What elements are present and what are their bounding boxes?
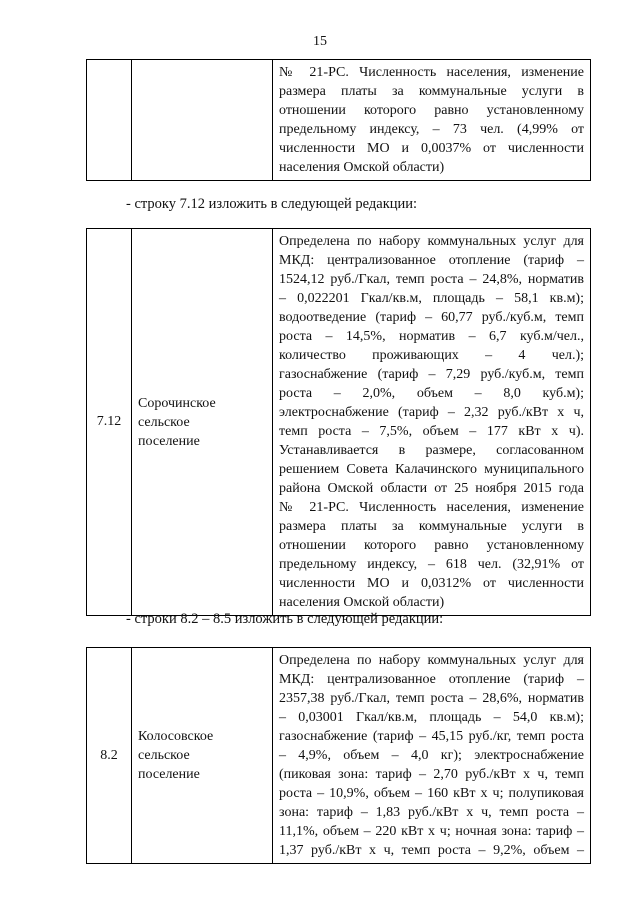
settlement-name-cell <box>132 60 273 181</box>
settlement-name-line: Сорочинское <box>138 395 216 411</box>
settlement-name-line: поселение <box>138 767 200 782</box>
description-line: водоотведение (тариф – 60,77 руб./куб.м, темп <box>279 310 584 325</box>
description-line: размера платы за коммунальные услуги в <box>279 84 584 99</box>
description-line: (пиковая зона: тариф – 2,70 руб./кВт х ч, темп <box>279 767 584 782</box>
description-line: зона: тариф – 1,83 руб./кВт х ч, темп роста – <box>279 805 584 820</box>
settlement-name-line: сельское <box>138 414 190 430</box>
description-line: предельному индексу, – 618 чел. (32,91% от <box>279 557 584 572</box>
description-line: темп роста – 7,5%, объем – 177 кВт х ч). <box>279 424 584 439</box>
description-cell <box>273 229 591 616</box>
description-line: газоснабжение (тариф – 7,29 руб./куб.м, темп <box>279 367 584 382</box>
description-line: 11,1%, объем – 220 кВт х ч; ночная зона: тариф – <box>279 824 584 839</box>
description-line: района Омской области от 25 ноября 2015 года <box>279 481 584 496</box>
row-number-cell: 7.12 <box>87 229 132 616</box>
description-line: размера платы за коммунальные услуги в <box>279 519 584 534</box>
settlement-name-cell <box>132 648 273 864</box>
table-row-continuation <box>86 59 591 181</box>
settlement-name-line: сельское <box>138 748 190 763</box>
description-line: МКД: централизованное отопление (тариф – <box>279 253 584 268</box>
description-line: роста – 2,0%, объем – 8,0 куб.м); <box>279 386 584 401</box>
description-line: МКД: централизованное отопление (тариф – <box>279 672 584 687</box>
description-line: № 21-РС. Численность населения, изменение <box>279 500 584 515</box>
description-line: – 0,03001 Гкал/кв.м, площадь – 54,0 кв.м); <box>279 710 584 725</box>
description-line: 1,37 руб./кВт х ч, темп роста – 9,2%, объем – <box>279 843 584 858</box>
description-line: населения Омской области) <box>279 595 445 610</box>
instruction-text: - строки 8.2 – 8.5 изложить в следующей редакции: <box>126 611 444 627</box>
description-cell <box>273 648 591 864</box>
description-line: 1524,12 руб./Гкал, темп роста – 24,8%, норматив <box>279 272 584 287</box>
page-number: 15 <box>313 34 327 49</box>
description-line: численности МО и 0,0037% от численности <box>279 141 584 156</box>
description-line: газоснабжение (тариф – 45,15 руб./кг, темп роста <box>279 729 584 744</box>
description-line: отношении которого равно установленному <box>279 103 584 118</box>
description-line: – 0,022201 Гкал/кв.м, площадь – 58,1 кв.м); <box>279 291 584 306</box>
description-line: 2357,38 руб./Гкал, темп роста – 28,6%, норматив <box>279 691 584 706</box>
description-line: – 4,9%, объем – 4,0 кг); электроснабжение <box>279 748 584 763</box>
description-line: Устанавливается в размере, согласованном <box>279 443 584 458</box>
description-line: электроснабжение (тариф – 2,32 руб./кВт х ч, <box>279 405 584 420</box>
settlement-name-line: Колосовское <box>138 729 214 744</box>
description-line: Определена по набору коммунальных услуг для <box>279 653 584 668</box>
row-number-cell: 8.2 <box>87 648 132 864</box>
description-line: № 21-РС. Численность населения, изменение <box>279 65 584 80</box>
description-line: численности МО и 0,0312% от численности <box>279 576 584 591</box>
description-line: роста – 14,5%, норматив – 6,7 куб.м/чел., <box>279 329 584 344</box>
description-cell <box>273 60 591 181</box>
settlement-name-cell <box>132 229 273 616</box>
table-row-8-2 <box>86 647 591 864</box>
table-row-7-12 <box>86 228 591 616</box>
description-line: количество проживающих – 4 чел.); <box>279 348 584 363</box>
row-number-cell <box>87 60 132 181</box>
settlement-name-line: поселение <box>138 433 200 449</box>
instruction-text: - строку 7.12 изложить в следующей редакции: <box>126 196 418 212</box>
description-line: населения Омской области) <box>279 160 445 175</box>
description-line: отношении которого равно установленному <box>279 538 584 553</box>
description-line: решением Совета Калачинского муниципального <box>279 462 584 477</box>
description-line: Определена по набору коммунальных услуг для <box>279 234 584 249</box>
description-line: роста – 10,9%, объем – 160 кВт х ч; полупиковая <box>279 786 584 801</box>
description-line: предельному индексу, – 73 чел. (4,99% от <box>279 122 584 137</box>
